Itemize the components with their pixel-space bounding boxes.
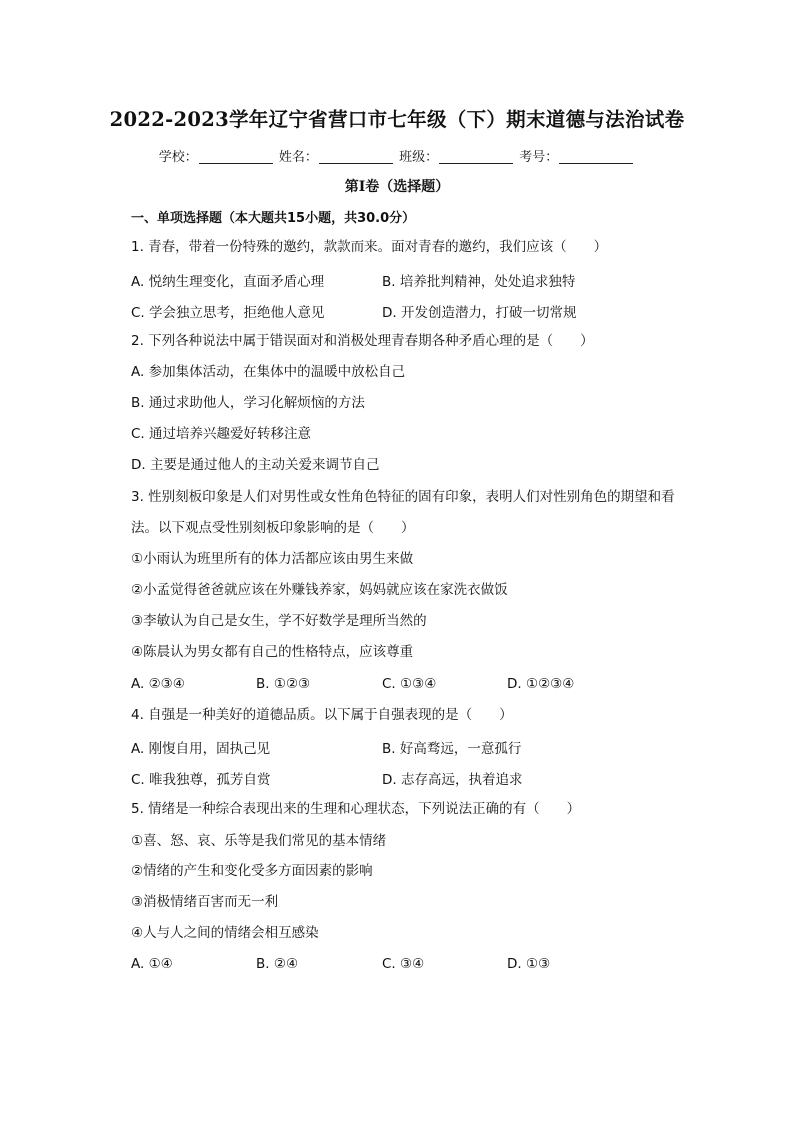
statement-item: ③李敏认为自己是女生，学不好数学是理所当然的 [131, 613, 427, 629]
option-row [131, 270, 691, 290]
option-a: A. ②③④ [131, 676, 185, 692]
question-stem: 2. 下列各种说法中属于错误面对和消极处理青春期各种矛盾心理的是（ ） [131, 333, 594, 349]
class-blank[interactable] [439, 149, 513, 164]
exam-number-label: 考号： [519, 150, 559, 165]
option-b: B. ②④ [256, 956, 299, 972]
statement-item: ③消极情绪百害而无一利 [131, 894, 279, 910]
name-label: 姓名： [278, 150, 318, 165]
question-stem: 1. 青春，带着一份特殊的邀约，款款而来。面对青春的邀约，我们应该（ ） [131, 239, 608, 255]
option-b: B. 好高骛远，一意孤行 [382, 741, 522, 757]
statement-item: ②情绪的产生和变化受多方面因素的影响 [131, 863, 373, 879]
option-c: C. 唯我独尊，孤芳自赏 [131, 772, 271, 788]
question-stem: 3. 性别刻板印象是人们对男性或女性角色特征的固有印象，表明人们对性别角色的期望和看法。以下观点受性别刻板印象影响的是（ ） [131, 489, 675, 536]
student-info-row [0, 146, 794, 165]
option-c: C. 学会独立思考，拒绝他人意见 [131, 305, 325, 321]
option-b: B. 培养批判精神，处处追求独特 [382, 274, 576, 290]
statement-item: ②小孟觉得爸爸就应该在外赚钱养家，妈妈就应该在家洗衣做饭 [131, 582, 508, 598]
option-c: C. ③④ [382, 956, 425, 972]
option-d: D. ①②③④ [507, 676, 575, 692]
option-b: B. 通过求助他人，学习化解烦恼的方法 [131, 395, 365, 411]
option-row [131, 301, 691, 321]
exam-title: 2022-2023学年辽宁省营口市七年级（下）期末道德与法治试卷 [109, 108, 685, 131]
option-d: D. 开发创造潜力，打破一切常规 [382, 305, 577, 321]
option-c: C. ①③④ [382, 676, 437, 692]
class-label: 班级： [399, 150, 439, 165]
option-row [131, 737, 691, 757]
name-blank[interactable] [319, 149, 393, 164]
option-a: A. 刚愎自用，固执己见 [131, 741, 271, 757]
option-b: B. ①②③ [256, 676, 311, 692]
statement-item: ④陈晨认为男女都有自己的性格特点，应该尊重 [131, 644, 414, 660]
exam-number-blank[interactable] [559, 149, 633, 164]
statement-item: ①小雨认为班里所有的体力活都应该由男生来做 [131, 551, 414, 567]
option-d: D. ①③ [507, 956, 551, 972]
school-blank[interactable] [199, 149, 273, 164]
option-d: D. 主要是通过他人的主动关爱来调节自己 [131, 457, 380, 473]
option-d: D. 志存高远，执着追求 [382, 772, 523, 788]
statement-item: ④人与人之间的情绪会相互感染 [131, 925, 319, 941]
volume-heading: 第I卷（选择题） [344, 179, 450, 195]
option-row [131, 768, 691, 788]
option-row [131, 956, 691, 976]
option-c: C. 通过培养兴趣爱好转移注意 [131, 426, 312, 442]
school-label: 学校： [158, 150, 198, 165]
option-row [131, 676, 691, 696]
option-a: A. ①④ [131, 956, 173, 972]
option-a: A. 参加集体活动，在集体中的温暖中放松自己 [131, 364, 406, 380]
question-stem: 4. 自强是一种美好的道德品质。以下属于自强表现的是（ ） [131, 707, 513, 723]
statement-item: ①喜、怒、哀、乐等是我们常见的基本情绪 [131, 833, 387, 849]
question-stem: 5. 情绪是一种综合表现出来的生理和心理状态，下列说法正确的有（ ） [131, 801, 581, 817]
option-a: A. 悦纳生理变化，直面矛盾心理 [131, 274, 325, 290]
section-heading: 一、单项选择题（本大题共15小题，共30.0分） [131, 211, 416, 226]
